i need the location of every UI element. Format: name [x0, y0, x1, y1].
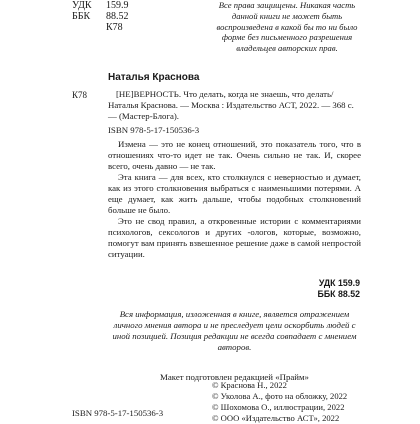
udk-code: УДК 159.9: [318, 278, 360, 288]
annotation-paragraph: Измена — это не конец отношений, это показатель того, что в отношениях что-то идет не так. Очень сильно не так. И, скорее всего, очень давно — не так.: [108, 139, 361, 171]
udk-value: 159.9: [106, 0, 129, 11]
copyright-line: © Уколова А., фото на обложку, 2022: [212, 391, 348, 401]
disclaimer: Вся информация, изложенная в книге, является отражением личного мнения автора и не преследует цели оскорбить людей с иной позицией. Позиция редакции не всегда совпадает с мнением авторов.: [112, 309, 357, 352]
copyright-block: [212, 380, 372, 424]
isbn-footer: ISBN 978-5-17-150536-3: [72, 408, 164, 418]
author-name: Наталья Краснова: [108, 72, 200, 83]
annotation: [108, 139, 361, 260]
layout-note: Макет подготовлен редакцией «Прайм»: [160, 372, 309, 382]
classification-footer: [300, 278, 360, 300]
author-mark-row: [72, 22, 129, 33]
rights-notice: Все права защищены. Никакая часть данной книги не может быть воспроизведена в какой бы то ни было форме без письменного разрешения владельцев авторских прав.: [216, 0, 358, 54]
classification-codes: [72, 0, 129, 33]
copyright-line: © Краснова Н., 2022: [212, 380, 287, 390]
isbn-line: ISBN 978-5-17-150536-3: [108, 125, 200, 135]
copyright-line: © Шохомова О., иллюстрации, 2022: [212, 402, 345, 412]
udk-label: УДК: [72, 0, 92, 11]
catalog-code: К78: [72, 90, 88, 100]
udk-row: [72, 0, 129, 11]
bibliographic-description: [НЕ]ВЕРНОСТЬ. Что делать, когда не знаешь, что делать/ Наталья Краснова. — Москва : Издательство АСТ, 2022. — 368 с. — (Мастер-Блога).: [108, 89, 354, 121]
copyright-line: © ООО «Издательство АСТ», 2022: [212, 413, 340, 423]
annotation-paragraph: Эта книга — для всех, кто столкнулся с неверностью и думает, как из этого столкновения выбраться с наименьшими потерями. А еще думает, как жить дальше, чтобы подобных столкновений больше не было.: [108, 172, 361, 215]
annotation-paragraph: Это не свод правил, а откровенные истории с комментариями психологов, сексологов и других -ологов, которые, возможно, помогут вам принять взвешенное решение даже в самой непростой ситуации.: [108, 216, 361, 259]
bbk-label: ББК: [72, 11, 91, 22]
bbk-row: [72, 11, 129, 22]
bbk-value: 88.52: [106, 11, 129, 22]
bbk-code: ББК 88.52: [317, 289, 360, 299]
author-mark: К78: [106, 22, 123, 33]
